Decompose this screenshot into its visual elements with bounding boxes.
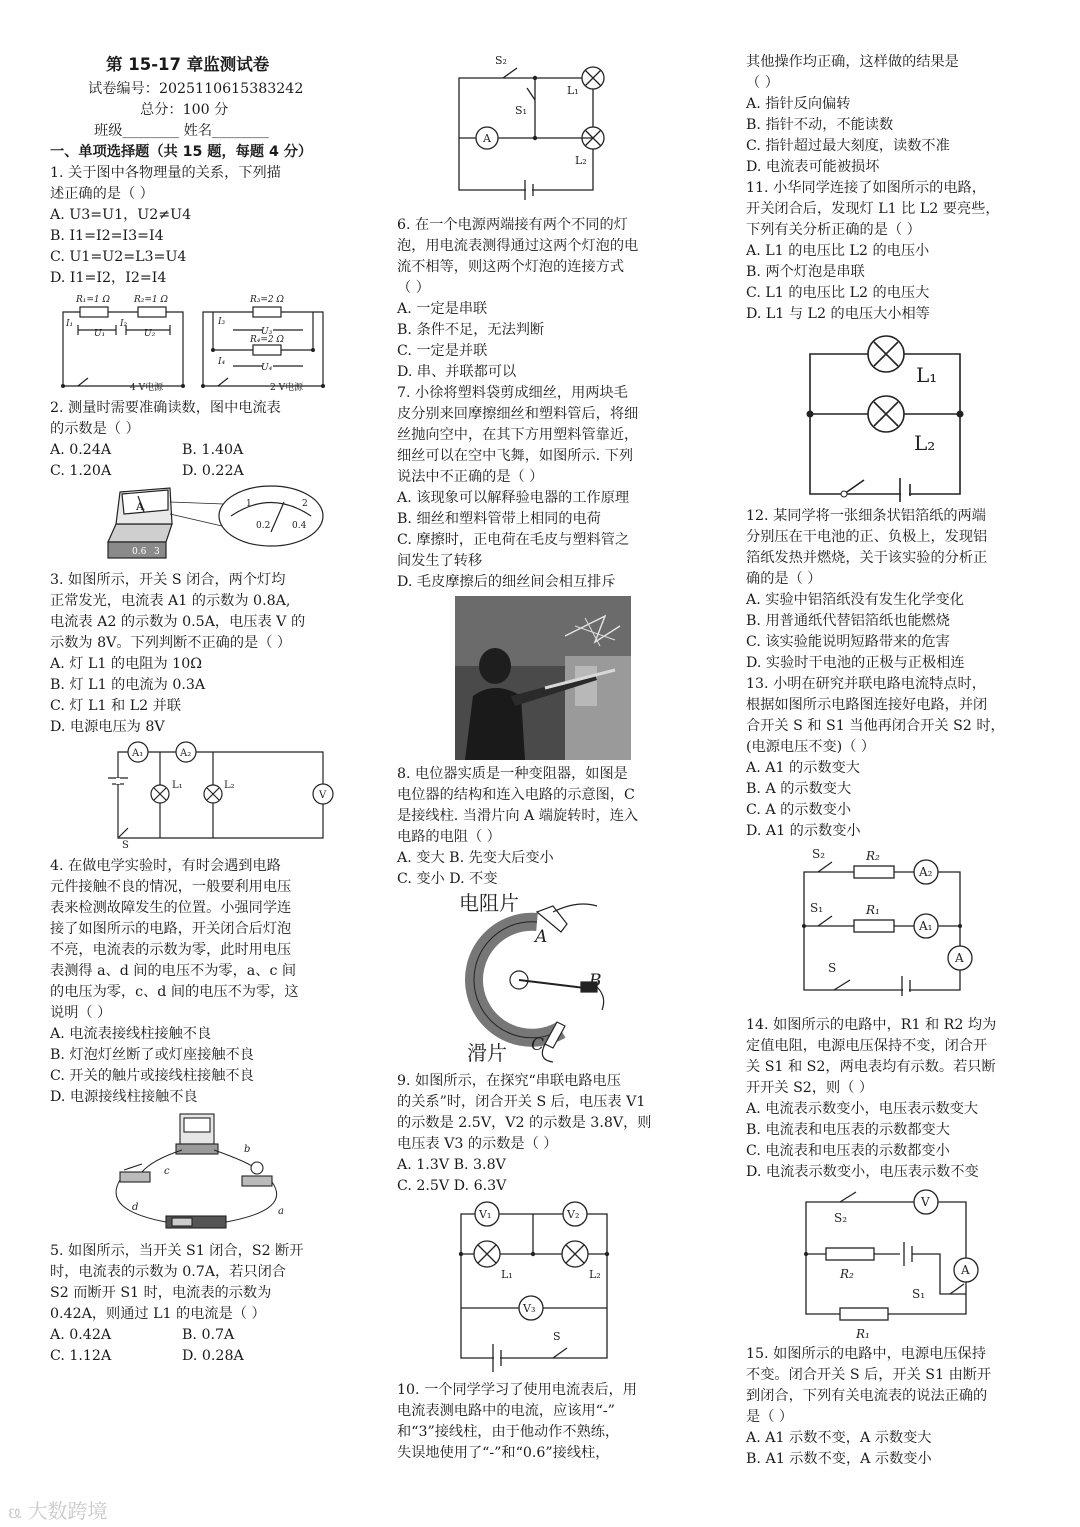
r1-label: R₁=1 Ω <box>76 295 110 305</box>
u3-label: U₃ <box>261 327 273 337</box>
v-meter-label: V <box>319 790 327 801</box>
q3-circuit-figure <box>98 740 338 851</box>
q1-circuit-figure <box>58 290 338 396</box>
q2-line: 2. 测量时需要准确读数，图中电流表 <box>50 400 281 416</box>
q3-option-c[interactable]: C. 灯 L1 和 L2 并联 <box>50 698 182 714</box>
q1-option-d[interactable]: D. I1=I2，I2=I4 <box>50 270 167 286</box>
a1-meter-label: A₁ <box>132 748 144 759</box>
q12-option-b[interactable]: B. 用普通纸代替铝箔纸也能燃烧 <box>746 613 950 629</box>
q5-line: S2 而断开 S1 时，电流表的示数为 <box>50 1285 272 1301</box>
q3-line: 正常发光，电流表 A1 的示数为 0.8A, <box>50 593 291 609</box>
q5-option-b[interactable]: B. 0.7A <box>182 1327 235 1343</box>
scale-2: 2 <box>302 499 308 509</box>
q14-option-d[interactable]: D. 电流表示数变小，电压表示数不变 <box>746 1164 979 1180</box>
q3-line: 3. 如图所示，开关 S 闭合，两个灯均 <box>50 572 286 588</box>
q11-line: 11. 小华同学连接了如图所示的电路， <box>746 180 986 196</box>
u2-label: U₂ <box>144 329 156 339</box>
q10-line: （ ） <box>746 75 779 91</box>
q8-line: 电路的电阻（ ） <box>397 829 501 845</box>
q9-line: 的示数是 2.5V，V2 的示数是 3.8V，则 <box>397 1115 652 1131</box>
q6-option-c[interactable]: C. 一定是并联 <box>397 343 488 359</box>
q7-option-c[interactable]: C. 摩擦时，正电荷在毛皮与塑料管之 <box>397 532 630 548</box>
point-a-label: a <box>278 1206 284 1217</box>
q15-option-b[interactable]: B. A1 示数不变，A 示数变小 <box>746 1451 932 1467</box>
r3-label: R₃=2 Ω <box>250 295 284 305</box>
q14-option-a[interactable]: A. 电流表示数变小，电压表示数变大 <box>746 1101 979 1117</box>
r1-label: R₁ <box>866 903 880 917</box>
point-c-label: c <box>164 1166 170 1177</box>
q15-option-a[interactable]: A. A1 示数不变，A 示数变大 <box>746 1430 932 1446</box>
a2-meter-label: A₂ <box>180 748 192 759</box>
q3-option-a[interactable]: A. 灯 L1 的电阻为 10Ω <box>50 656 202 672</box>
q9-options-ab[interactable]: A. 1.3V B. 3.8V <box>397 1157 506 1173</box>
q1-option-a[interactable]: A. U3=U1，U2≠U4 <box>50 207 192 223</box>
q2-option-d[interactable]: D. 0.22A <box>182 463 244 479</box>
r2-label: R₂ <box>866 849 880 863</box>
scale-0.2: 0.2 <box>256 521 271 531</box>
q13-line: (电源电压不变)（ ） <box>746 739 876 755</box>
q13-option-c[interactable]: C. A 的示数变小 <box>746 802 852 818</box>
q5-line: 5. 如图所示，当开关 S1 闭合，S2 断开 <box>50 1243 304 1259</box>
terminal-c-label: C <box>531 1035 545 1055</box>
l2-label: L₂ <box>589 1268 601 1281</box>
q10-option-b[interactable]: B. 指针不动，不能读数 <box>746 117 894 133</box>
q7-line: 7. 小徐将塑料袋剪成细丝，用两块毛 <box>397 385 628 401</box>
total-score: 总分：100 分 <box>140 102 229 118</box>
q13-option-a[interactable]: A. A1 的示数变大 <box>746 760 860 776</box>
s2-label: S₂ <box>834 1211 848 1225</box>
resistor-piece-label: 电阻片 <box>459 891 519 915</box>
q10-option-c[interactable]: C. 指针超过最大刻度，读数不准 <box>746 138 950 154</box>
q11-line: 下列有关分析正确的是（ ） <box>746 222 921 238</box>
v3-meter-label: V₃ <box>523 1302 536 1315</box>
terminal-0.6: 0.6 <box>132 547 147 557</box>
q6-option-b[interactable]: B. 条件不足，无法判断 <box>397 322 545 338</box>
q7-option-b[interactable]: B. 细丝和塑料管带上相同的电荷 <box>397 511 601 527</box>
q9-line: 的关系”时，闭合开关 S 后，电压表 V1 <box>397 1094 646 1110</box>
q1-line: 述正确的是（ ） <box>50 186 154 202</box>
q6-line: 6. 在一个电源两端接有两个不同的灯 <box>397 217 628 233</box>
q12-line: 12. 某同学将一张细条状铝箔纸的两端 <box>746 508 986 524</box>
q14-line: 开开关 S2，则（ ） <box>746 1080 874 1096</box>
q10-line: 和“3”接线柱，由于他动作不熟练， <box>397 1424 620 1440</box>
q5-line: 时，电流表的示数为 0.7A，若只闭合 <box>50 1264 286 1280</box>
q12-option-a[interactable]: A. 实验中铝箔纸没有发生化学变化 <box>746 592 964 608</box>
q13-option-b[interactable]: B. A 的示数变大 <box>746 781 852 797</box>
paper-number: 试卷编号：2025110615383242 <box>88 81 304 97</box>
page-title: 第 15-17 章监测试卷 <box>106 55 270 74</box>
q15-line: 15. 如图所示的电路中，电源电压保持 <box>746 1346 986 1362</box>
q1-line: 1. 关于图中各物理量的关系，下列描 <box>50 165 281 181</box>
q15-line: 到闭合，下列有关电流表的说法正确的 <box>746 1388 988 1404</box>
q14-line: 定值电阻，电源电压保持不变，闭合开 <box>746 1038 988 1054</box>
q7-line: 细丝可以在空中飞舞，如图所示. 下列 <box>397 448 634 464</box>
q2-ammeter-figure <box>106 484 326 564</box>
q2-option-b[interactable]: B. 1.40A <box>182 442 244 458</box>
q14-option-b[interactable]: B. 电流表和电压表的示数都变大 <box>746 1122 950 1138</box>
q10-line: 失误地使用了“-”和“0.6”接线柱， <box>397 1445 610 1461</box>
source-2v-label: 2 V电源 <box>270 383 304 393</box>
q4-option-b[interactable]: B. 灯泡灯丝断了或灯座接触不良 <box>50 1047 254 1063</box>
q6-line: 泡，用电流表测得通过这两个灯泡的电 <box>397 238 639 254</box>
q4-line: 接了如图所示的电路，开关闭合后灯泡 <box>50 921 292 937</box>
q11-option-a[interactable]: A. L1 的电压比 L2 的电压小 <box>746 243 930 259</box>
q7-photo <box>455 596 631 760</box>
s2-label: S₂ <box>812 847 826 861</box>
q8-line: 电位器的结构和连入电路的示意图，C <box>397 787 635 803</box>
q13-line: 合开关 S 和 S1 当他再闭合开关 S2 时， <box>746 718 1005 734</box>
point-d-label: d <box>132 1202 139 1213</box>
ammeter-label: A <box>483 132 491 145</box>
scale-0.4: 0.4 <box>292 521 307 531</box>
q13-line: 13. 小明在研究并联电路电流特点时， <box>746 676 986 692</box>
l1-label: L₁ <box>916 363 938 387</box>
q4-line: 不亮，电流表的示数为零，此时用电压 <box>50 942 292 958</box>
q8-options-cd[interactable]: C. 变小 D. 不变 <box>397 871 498 887</box>
q4-option-d[interactable]: D. 电源接线柱接触不良 <box>50 1089 198 1105</box>
switch-s-label: S <box>828 961 837 975</box>
q14-circuit-figure <box>800 1186 980 1346</box>
r2-label: R₂=1 Ω <box>134 295 168 305</box>
q11-line: 开关闭合后，发现灯 L1 比 L2 要亮些， <box>746 201 1000 217</box>
q2-option-c[interactable]: C. 1.20A <box>50 463 112 479</box>
q13-line: 根据如图所示电路图连接好电路，并闭 <box>746 697 988 713</box>
s1-label: S₁ <box>912 1287 926 1301</box>
q12-option-d[interactable]: D. 实验时干电池的正极与正极相连 <box>746 655 965 671</box>
switch-s-label: S <box>122 840 129 851</box>
q7-line: 丝抛向空中，在其下方用塑料管靠近， <box>397 427 639 443</box>
q4-option-c[interactable]: C. 开关的触片或接线柱接触不良 <box>50 1068 254 1084</box>
ammeter-symbol: A <box>136 500 145 513</box>
l1-label: L₁ <box>501 1268 513 1281</box>
q7-option-d[interactable]: D. 毛皮摩擦后的细丝间会相互排斥 <box>397 574 616 590</box>
q10-line: 电流表测电路中的电流，应该用“-” <box>397 1403 615 1419</box>
q5-option-c[interactable]: C. 1.12A <box>50 1348 112 1364</box>
terminal-b-label: B <box>589 971 602 991</box>
i4-label: I₄ <box>218 357 226 367</box>
q5-line: 0.42A，则通过 L1 的电流是（ ） <box>50 1306 266 1322</box>
watermark-icon: ᦕ <box>8 1499 22 1523</box>
q11-circuit-figure <box>804 330 974 502</box>
q6-option-d[interactable]: D. 串、并联都可以 <box>397 364 517 380</box>
q2-line: 的示数是（ ） <box>50 421 140 437</box>
source-4v-label: 4 V电源 <box>130 383 164 393</box>
q3-option-b[interactable]: B. 灯 L1 的电流为 0.3A <box>50 677 206 693</box>
q7-line: 皮分别来回摩擦细丝和塑料管后，将细 <box>397 406 639 422</box>
q8-options-ab[interactable]: A. 变大 B. 先变大后变小 <box>397 850 554 866</box>
watermark-text: 大数跨境 <box>27 1499 108 1523</box>
q15-line: 是（ ） <box>746 1409 794 1425</box>
a-meter-label: A <box>955 951 964 965</box>
q4-line: 表测得 a、d 间的电压不为零，a、c 间 <box>50 963 297 979</box>
class-name-line: 班级________ 姓名________ <box>94 123 269 139</box>
q1-option-b[interactable]: B. I1=I2=I3=I4 <box>50 228 164 244</box>
q5-circuit-figure <box>455 52 645 202</box>
i2-label: I₂ <box>120 319 128 329</box>
v-meter-label: V <box>921 1195 930 1209</box>
v2-meter-label: V₂ <box>567 1208 580 1221</box>
q6-line: 流不相等，则这两个灯泡的连接方式 <box>397 259 625 275</box>
a2-meter-label: A₂ <box>919 865 933 879</box>
q3-line: 电流表 A2 的示数为 0.5A，电压表 V 的 <box>50 614 306 630</box>
q9-line: 电压表 V3 的示数是（ ） <box>397 1136 558 1152</box>
s1-label: S₁ <box>515 104 527 117</box>
q12-line: 确的是（ ） <box>746 571 822 587</box>
q5-option-d[interactable]: D. 0.28A <box>182 1348 244 1364</box>
watermark-logo <box>8 1495 108 1525</box>
point-b-label: b <box>244 1144 251 1155</box>
switch-s-label: S <box>553 1330 561 1343</box>
q10-option-d[interactable]: D. 电流表可能被损坏 <box>746 159 880 175</box>
q4-option-a[interactable]: A. 电流表接线柱接触不良 <box>50 1026 212 1042</box>
l2-label: L₂ <box>575 154 587 167</box>
q6-option-a[interactable]: A. 一定是串联 <box>397 301 488 317</box>
q7-line: 说法中不正确的是（ ） <box>397 469 544 485</box>
terminal-a-label: A <box>535 927 548 947</box>
q7-option-c-cont: 间发生了转移 <box>397 553 483 569</box>
q12-option-c[interactable]: C. 该实验能说明短路带来的危害 <box>746 634 950 650</box>
l2-label: L₂ <box>914 431 936 455</box>
l1-label: L₁ <box>172 780 183 791</box>
q10-option-a[interactable]: A. 指针反向偏转 <box>746 96 851 112</box>
q14-option-c[interactable]: C. 电流表和电压表的示数都变小 <box>746 1143 950 1159</box>
v1-meter-label: V₁ <box>479 1208 492 1221</box>
q11-option-c[interactable]: C. L1 的电压比 L2 的电压大 <box>746 285 930 301</box>
i3-label: I₃ <box>218 317 226 327</box>
q9-line: 9. 如图所示，在探究“串联电路电压 <box>397 1073 621 1089</box>
q3-option-d[interactable]: D. 电源电压为 8V <box>50 719 165 735</box>
q3-line: 示数为 8V。下列判断不正确的是（ ） <box>50 635 292 651</box>
q2-option-a[interactable]: A. 0.24A <box>50 442 112 458</box>
q12-line: 箔纸发热并燃烧，关于该实验的分析正 <box>746 550 988 566</box>
q8-line: 是接线柱. 当滑片向 A 端旋转时，连入 <box>397 808 639 824</box>
q4-line: 元件接触不良的情况，一般要利用电压 <box>50 879 292 895</box>
i1-label: I₁ <box>66 319 74 329</box>
q8-potentiometer-figure <box>457 892 617 1064</box>
q13-option-d[interactable]: D. A1 的示数变小 <box>746 823 861 839</box>
q14-line: 14. 如图所示的电路中，R1 和 R2 均为 <box>746 1017 997 1033</box>
q9-options-cd[interactable]: C. 2.5V D. 6.3V <box>397 1178 507 1194</box>
q10-line: 10. 一个同学学习了使用电流表后，用 <box>397 1382 637 1398</box>
q9-circuit-figure <box>457 1198 617 1378</box>
terminal-3: 3 <box>154 547 160 557</box>
q4-line: 说明（ ） <box>50 1005 112 1021</box>
q4-line: 4. 在做电学实验时，有时会遇到电路 <box>50 858 281 874</box>
s2-label: S₂ <box>495 54 507 67</box>
a-meter-label: A <box>961 1263 970 1277</box>
q1-option-c[interactable]: C. U1=U2=L3=U4 <box>50 249 187 265</box>
l1-label: L₁ <box>567 84 579 97</box>
r2-label: R₂ <box>840 1267 854 1281</box>
l2-label: L₂ <box>224 780 235 791</box>
q4-line: 表来检测故障发生的位置。小强同学连 <box>50 900 292 916</box>
s1-label: S₁ <box>810 901 824 915</box>
q12-line: 分别压在干电池的正、负极上，发现铝 <box>746 529 988 545</box>
a1-meter-label: A₁ <box>919 919 933 933</box>
q14-line: 关 S1 和 S2，两电表均有示数。若只断 <box>746 1059 996 1075</box>
q11-option-b[interactable]: B. 两个灯泡是串联 <box>746 264 865 280</box>
r4-label: R₄=2 Ω <box>250 335 284 345</box>
q4-line: 的电压为零，c、d 间的电压不为零，这 <box>50 984 299 1000</box>
u4-label: U₄ <box>261 363 273 373</box>
q6-line: （ ） <box>397 280 430 296</box>
r1-label: R₁ <box>856 1327 870 1341</box>
q5-option-a[interactable]: A. 0.42A <box>50 1327 112 1343</box>
q7-option-a[interactable]: A. 该现象可以解释验电器的工作原理 <box>397 490 630 506</box>
q10-line: 其他操作均正确，这样做的结果是 <box>746 54 959 70</box>
q15-line: 不变。闭合开关 S 后，开关 S1 由断开 <box>746 1367 992 1383</box>
q11-option-d[interactable]: D. L1 与 L2 的电压大小相等 <box>746 306 930 322</box>
q13-circuit-figure <box>798 846 978 996</box>
scale-1: 1 <box>246 499 252 509</box>
q8-line: 8. 电位器实质是一种变阻器，如图是 <box>397 766 628 782</box>
section-heading: 一、单项选择题（共 15 题，每题 4 分） <box>50 144 313 160</box>
slider-label: 滑片 <box>467 1041 507 1065</box>
q4-apparatus-figure <box>102 1110 302 1238</box>
u1-label: U₁ <box>94 329 106 339</box>
